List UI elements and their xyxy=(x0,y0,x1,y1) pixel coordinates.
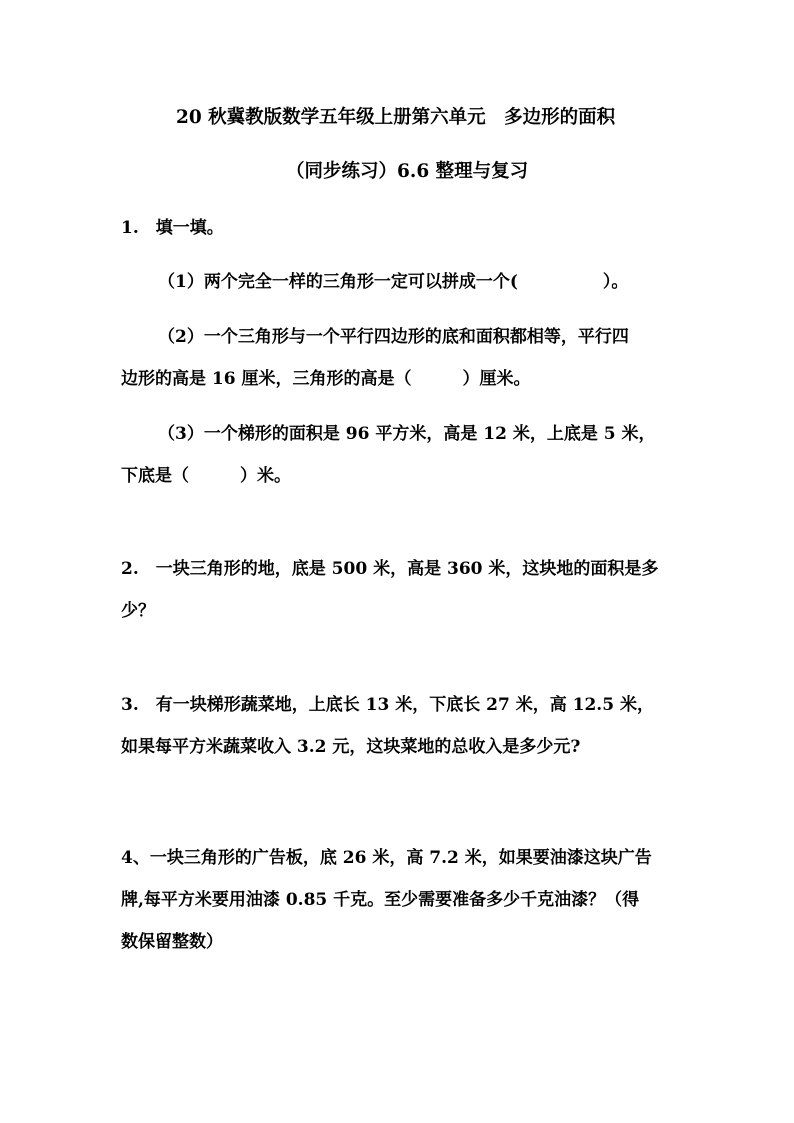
question-2-line-1: 2. 一块三角形的地，底是 500 米，高是 360 米，这块地的面积是多 xyxy=(121,559,659,579)
page-title-line-1: 20 秋冀教版数学五年级上册第六单元 多边形的面积 xyxy=(176,107,616,128)
question-4-line-3: 数保留整数） xyxy=(121,932,223,952)
question-3-line-1: 3. 有一块梯形蔬菜地，上底长 13 米，下底长 27 米，高 12.5 米， xyxy=(121,695,654,715)
question-1-item-3-line-2: 下底是（ ）米。 xyxy=(121,466,291,486)
question-2-line-2: 少？ xyxy=(121,601,155,621)
question-4-line-1: 4、一块三角形的广告板，底 26 米，高 7.2 米，如果要油漆这块广告 xyxy=(121,848,652,868)
question-4-line-2: 牌,每平方米要用油漆 0.85 千克。至少需要准备多少千克油漆？（得 xyxy=(121,890,640,910)
page-title-line-2: （同步练习）6.6 整理与复习 xyxy=(286,161,529,182)
question-1-heading: 1. 填一填。 xyxy=(121,218,224,238)
question-1-item-1: （1）两个完全一样的三角形一定可以拼成一个( ）。 xyxy=(158,272,629,292)
question-1-item-3-line-1: （3）一个梯形的面积是 96 平方米，高是 12 米，上底是 5 米， xyxy=(158,424,656,444)
question-1-item-2-line-1: （2）一个三角形与一个平行四边形的底和面积都相等，平行四 xyxy=(158,327,629,347)
question-1-item-2-line-2: 边形的高是 16 厘米，三角形的高是（ ）厘米。 xyxy=(121,369,531,389)
question-3-line-2: 如果每平方米蔬菜收入 3.2 元，这块菜地的总收入是多少元? xyxy=(121,737,581,757)
